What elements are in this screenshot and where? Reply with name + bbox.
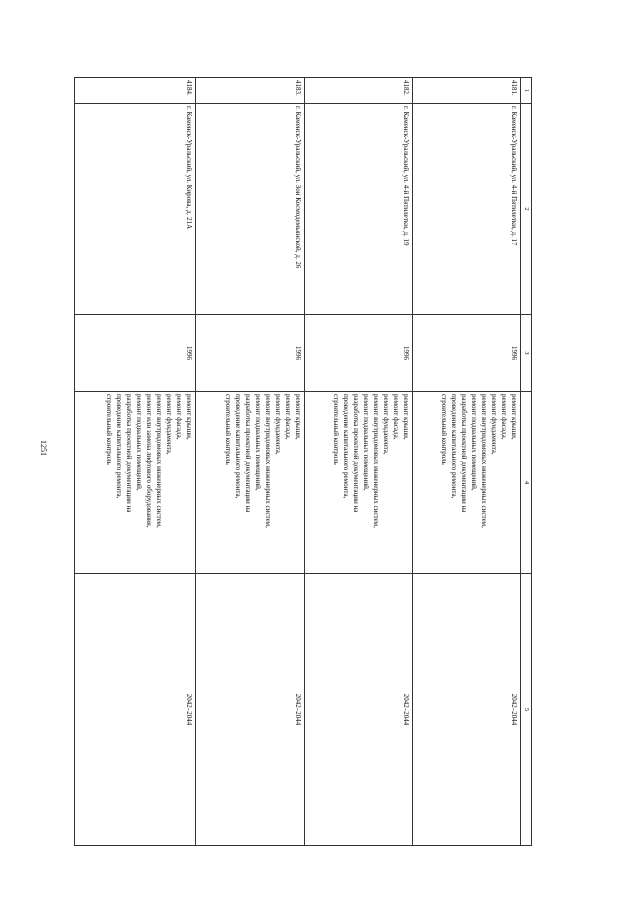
commission-year-cell: 1996 xyxy=(412,315,520,392)
repair-work-item: ремонт подвальных помещений, xyxy=(135,394,144,491)
row-number-cell: 4184. xyxy=(75,78,196,104)
repair-work-item: ремонт крыши, xyxy=(401,394,410,440)
planned-period-cell: 2042–2044 xyxy=(75,574,196,846)
repair-work-item: проведение капитального ремонта, xyxy=(450,394,458,499)
table-row xyxy=(75,78,196,846)
repair-work-item: проведение капитального ремонта, xyxy=(341,394,350,499)
repair-work-item: разработка проектной документации на xyxy=(243,394,252,513)
address-cell: г. Каменск-Уральский, ул. 4-й Пятилетки, д. 19 xyxy=(304,104,412,315)
repair-work-item: ремонт крыши, xyxy=(293,394,302,440)
repair-work-item: ремонт подвальных помещений, xyxy=(361,394,370,491)
planned-period-cell: 2042–2044 xyxy=(196,574,304,846)
repair-work-item: строительный контроль xyxy=(223,394,232,465)
column-header-3: 3 xyxy=(521,315,532,392)
repair-work-item: строительный контроль xyxy=(440,394,448,465)
repair-work-item: ремонт фасада, xyxy=(175,394,184,440)
repair-work-item: ремонт фасада, xyxy=(391,394,400,440)
repair-work-item: ремонт фасада, xyxy=(283,394,292,440)
table-row xyxy=(304,78,412,846)
repair-work-item: проведение капитального ремонта, xyxy=(115,394,124,499)
repair-work-item: ремонт фундамента, xyxy=(165,394,174,455)
repair-work-item: ремонт фундамента, xyxy=(273,394,282,455)
repair-work-item: ремонт крыши, xyxy=(185,394,194,440)
repair-work-item: ремонт крыши, xyxy=(510,394,518,440)
repair-work-item: строительный контроль xyxy=(331,394,340,465)
planned-period-cell: 2042–2044 xyxy=(412,574,520,846)
column-header-4: 4 xyxy=(521,392,532,574)
repair-work-item: разработка проектной документации на xyxy=(125,394,134,513)
rotated-table-container xyxy=(74,77,532,845)
commission-year-cell: 1996 xyxy=(75,315,196,392)
commission-year-cell: 1996 xyxy=(196,315,304,392)
commission-year-cell: 1996 xyxy=(304,315,412,392)
repair-work-item: ремонт внутридомовых инженерных систем, xyxy=(263,394,272,528)
repair-works-cell xyxy=(75,392,196,574)
address-cell: г. Каменск-Уральский, ул. Зои Космодемьянской, д. 26 xyxy=(196,104,304,315)
table-row xyxy=(196,78,304,846)
repair-work-item: разработка проектной документации на xyxy=(351,394,360,513)
row-number-cell: 4182. xyxy=(304,78,412,104)
table-row xyxy=(412,78,520,846)
repair-work-item: ремонт внутридомовых инженерных систем, xyxy=(155,394,164,528)
repair-works-cell xyxy=(304,392,412,574)
repair-work-item: ремонт фундамента, xyxy=(381,394,390,455)
column-header-2: 2 xyxy=(521,104,532,315)
repair-work-item: строительный контроль xyxy=(105,394,114,465)
row-number-cell: 4181. xyxy=(412,78,520,104)
repair-work-item: ремонт фасада, xyxy=(500,394,508,440)
repair-work-item: разработка проектной документации на xyxy=(460,394,468,513)
row-number-cell: 4183. xyxy=(196,78,304,104)
address-cell: г. Каменск-Уральский, ул. 4-й Пятилетки, д. 17 xyxy=(412,104,520,315)
repair-work-item: ремонт внутридомовых инженерных систем, xyxy=(480,394,488,528)
repair-work-item: ремонт подвальных помещений, xyxy=(253,394,262,491)
column-number-row xyxy=(521,78,532,846)
repair-works-cell xyxy=(196,392,304,574)
repair-work-item: проведение капитального ремонта, xyxy=(233,394,242,499)
page-number: 1251 xyxy=(39,440,48,456)
repair-work-item: ремонт внутридомовых инженерных систем, xyxy=(371,394,380,528)
repair-works-cell xyxy=(412,392,520,574)
repair-work-item: ремонт подвальных помещений, xyxy=(470,394,478,491)
address-cell: г. Каменск-Уральский, ул. Кирова, д. 21А xyxy=(75,104,196,315)
repair-work-item: ремонт фундамента, xyxy=(490,394,498,455)
repair-work-item: ремонт или замена лифтового оборудования, xyxy=(145,394,154,528)
repair-schedule-table xyxy=(74,77,532,846)
column-header-5: 5 xyxy=(521,574,532,846)
repair-schedule-table-frame xyxy=(74,77,532,845)
planned-period-cell: 2042–2044 xyxy=(304,574,412,846)
column-header-1: 1 xyxy=(521,78,532,104)
